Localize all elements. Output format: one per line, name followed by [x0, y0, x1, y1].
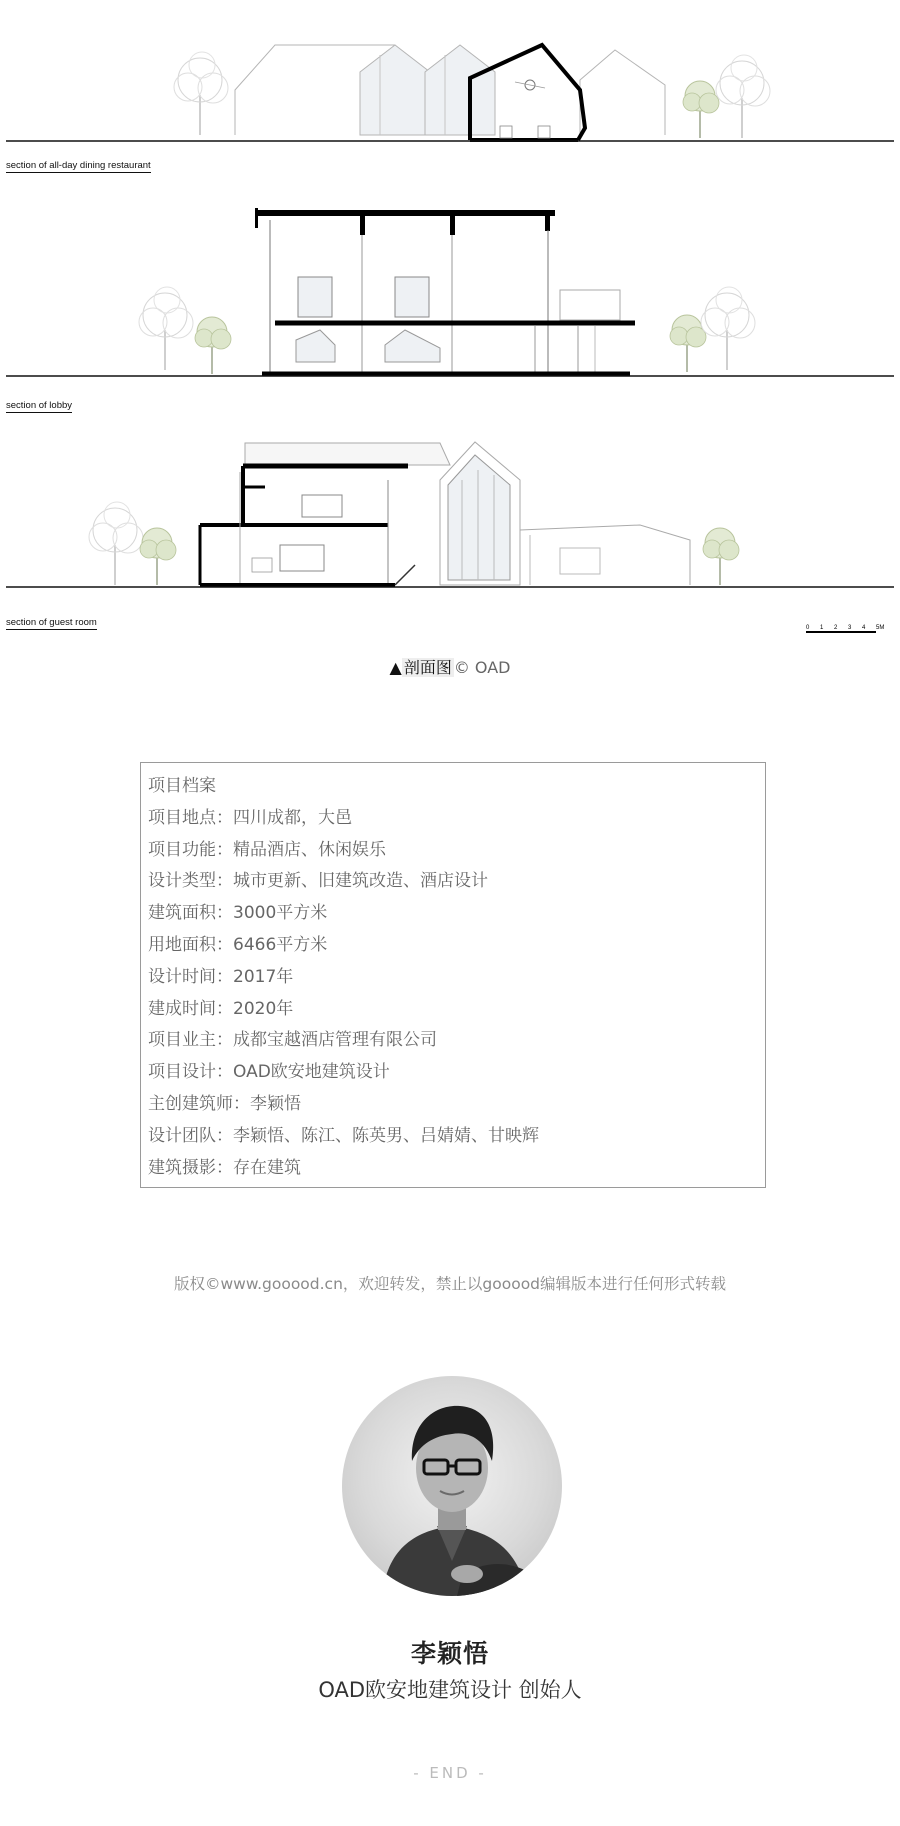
- person-name: 李颖悟: [410, 1639, 489, 1668]
- scale-tick-1: 1: [820, 625, 824, 631]
- section-1-drawing: [6, 45, 894, 141]
- caption-highlight: 剖面图: [403, 658, 452, 677]
- project-info-site-area: 用地面积：6466平方米: [148, 934, 328, 955]
- project-info-design-type: 设计类型：城市更新、旧建筑改造、酒店设计: [148, 871, 488, 892]
- figure-caption: [0, 655, 900, 678]
- project-info-client: 项目业主：成都宝越酒店管理有限公司: [148, 1030, 437, 1051]
- end-mark: - END -: [413, 1764, 487, 1782]
- project-info-designer: 项目设计：OAD欧安地建筑设计: [148, 1062, 390, 1083]
- scale-tick-3: 3: [848, 625, 852, 631]
- project-info-heading: 项目档案: [148, 776, 216, 796]
- project-info-completion-time: 建成时间：2020年: [148, 998, 294, 1019]
- scale-bar: [806, 622, 894, 636]
- caption-triangle: ▲: [389, 658, 402, 677]
- project-info-box: [140, 762, 766, 1188]
- project-info-lead-architect: 主创建筑师：李颖悟: [148, 1093, 301, 1114]
- section-label-lobby: section of lobby: [6, 400, 73, 411]
- scale-tick-2: 2: [834, 625, 838, 631]
- copyright-notice: 版权©www.gooood.cn，欢迎转发，禁止以gooood编辑版本进行任何形式转载: [173, 1275, 727, 1293]
- project-info-design-time: 设计时间：2017年: [148, 966, 294, 987]
- section-3-drawing: [6, 442, 894, 587]
- project-info-function: 项目功能：精品酒店、休闲娱乐: [148, 839, 386, 860]
- avatar: [342, 1376, 562, 1596]
- section-label-dining: section of all-day dining restaurant: [6, 160, 151, 171]
- scale-tick-5: 5M: [876, 625, 885, 631]
- section-2-drawing: [6, 208, 894, 376]
- scale-tick-0: 0: [806, 625, 810, 631]
- project-info-building-area: 建筑面积：3000平方米: [148, 903, 328, 924]
- project-info-photography: 建筑摄影：存在建筑: [148, 1157, 301, 1178]
- project-info-location: 项目地点：四川成都，大邑: [148, 807, 352, 828]
- person-title: OAD欧安地建筑设计 创始人: [318, 1678, 582, 1702]
- caption-credit: © OAD: [453, 658, 511, 677]
- section-drawings: [0, 0, 900, 660]
- section-label-guest-room: section of guest room: [6, 617, 97, 628]
- portrait-illustration: [342, 1376, 562, 1596]
- project-info-design-team: 设计团队：李颖悟、陈江、陈英男、吕婧婧、甘映辉: [148, 1125, 539, 1146]
- scale-tick-4: 4: [862, 625, 866, 631]
